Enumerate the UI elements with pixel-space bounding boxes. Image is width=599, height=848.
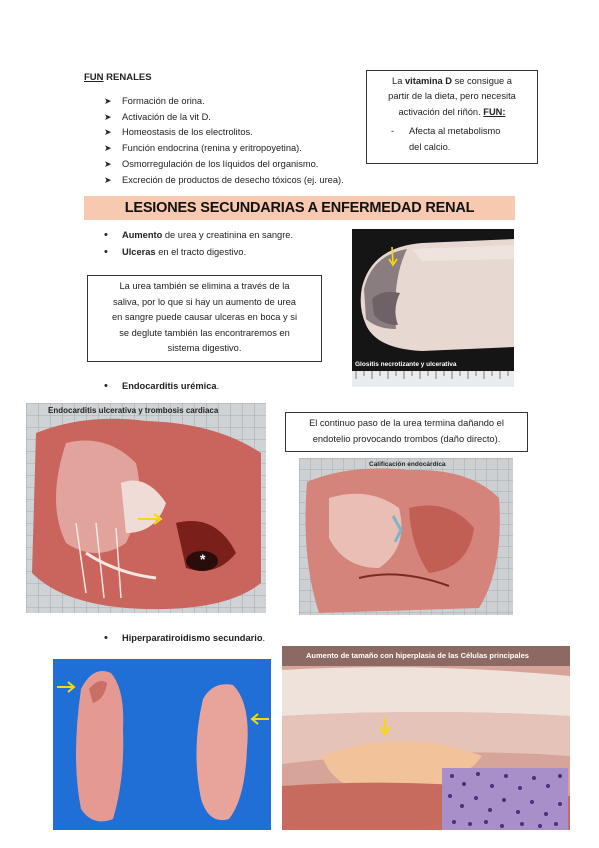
hyperplasia-photo: [282, 646, 570, 830]
arrow-bullet-icon: ➤: [104, 158, 112, 169]
heart-asterisk-marker: *: [200, 551, 206, 567]
list-item: ➤ Función endocrina (renina y eritropoyetina).: [104, 141, 344, 157]
list-item: ➤ Osmorregulación de los líquidos del organismo.: [104, 157, 344, 173]
parathyroid-glands-photo: [53, 659, 271, 830]
hyperplasia-photo-caption: Aumento de tamaño con hiperplasia de las Células principales: [306, 651, 529, 660]
list-item: ➤ Formación de orina.: [104, 94, 344, 110]
list-item: • Endocarditis urémica.: [104, 378, 219, 395]
tongue-photo: [352, 229, 514, 387]
arrow-bullet-icon: ➤: [104, 143, 112, 154]
heart-photo-caption: Endocarditis ulcerativa y trombosis cardiaca: [48, 406, 219, 415]
arrow-bullet-icon: ➤: [104, 111, 112, 122]
arrow-bullet-icon: ➤: [104, 127, 112, 138]
vitamin-d-note-box: [366, 70, 538, 164]
arrow-bullet-icon: ➤: [104, 96, 112, 106]
list-item: ➤ Homeostasis de los electrolitos.: [104, 125, 344, 141]
arrow-bullet-icon: ➤: [104, 174, 112, 185]
endocarditis-list: [104, 378, 219, 395]
vitamin-d-line-1: La vitamina D se consigue a: [392, 76, 512, 86]
vitamin-d-line-3: activación del riñón. FUN:: [398, 106, 506, 117]
parathyroid-illustration: [53, 659, 271, 830]
list-item: • Ulceras en el tracto digestivo.: [104, 244, 293, 261]
fun-renales-list: [104, 94, 344, 188]
tongue-photo-caption: Glositis necrotizante y ulcerativa: [355, 361, 457, 368]
list-item: • Hiperparatiroidismo secundario.: [104, 630, 265, 647]
heart-illustration: [26, 403, 266, 613]
hyperplasia-illustration: [282, 646, 570, 830]
calcification-photo: [299, 458, 513, 615]
calcification-photo-caption: Calificación endocárdica: [369, 461, 446, 468]
urea-note-box: La urea también se elimina a través de la saliva, por lo que si hay un aumento de urea en sangre puede causar ulceras en boca y si se deglute también las encontraremos en sistema digestivo.: [87, 275, 322, 362]
section-banner: LESIONES SECUNDARIAS A ENFERMEDAD RENAL: [84, 196, 515, 220]
hiperparatiroidismo-list: [104, 630, 265, 647]
fun-renales-title: FUN RENALES: [84, 72, 152, 83]
heart-endocarditis-photo: [26, 403, 266, 613]
vitamin-d-function-item: - Afecta al metabolismo del calcio.: [391, 126, 501, 152]
list-item: ➤ Excreción de productos de desecho tóxicos (ej. urea).: [104, 173, 344, 189]
lesiones-list: [104, 227, 293, 260]
list-item: ➤ Activación de la vit D.: [104, 110, 344, 126]
endothelium-note-box: El continuo paso de la urea termina dañando el endotelio provocando trombos (daño directo).: [285, 412, 528, 452]
vitamin-d-line-2: partir de la dieta, pero necesita: [388, 91, 516, 102]
list-item: • Aumento de urea y creatinina en sangre.: [104, 227, 293, 244]
calcification-illustration: [299, 458, 513, 615]
